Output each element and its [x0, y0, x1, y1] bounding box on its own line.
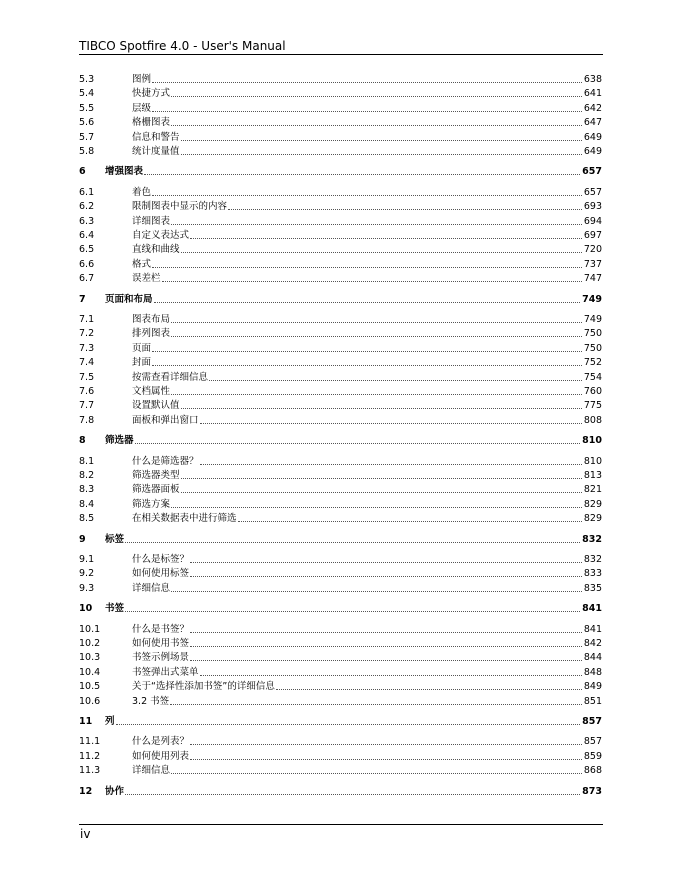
- toc-entry[interactable]: [79, 413, 602, 427]
- toc-dot-leader: [276, 688, 582, 690]
- toc-entry-title: 面板和弹出窗口: [132, 414, 199, 426]
- toc-dot-leader: [181, 139, 582, 141]
- toc-dot-leader: [125, 793, 580, 795]
- toc-entry-page: 851: [583, 695, 602, 707]
- toc-dot-leader: [171, 124, 582, 126]
- toc-entry-number: 5.5: [79, 102, 95, 114]
- toc-entry-number: 8.2: [79, 470, 95, 481]
- toc-entry-number: 5.3: [79, 74, 95, 85]
- toc-entry[interactable]: [79, 199, 602, 213]
- toc-entry-page: 873: [582, 785, 602, 797]
- toc-entry-number: 6: [79, 166, 86, 178]
- toc-entry-title: 图表布局: [132, 314, 171, 325]
- toc-entry[interactable]: [79, 552, 602, 566]
- toc-entry[interactable]: [79, 312, 602, 326]
- toc-entry-page: 752: [583, 357, 602, 369]
- toc-entry-page: 849: [583, 681, 602, 693]
- toc-entry-number: 6.2: [79, 201, 95, 213]
- toc-entry[interactable]: [79, 581, 602, 595]
- toc-entry-page: 754: [583, 371, 602, 383]
- toc-entry-title: 自定义表达式: [132, 230, 190, 241]
- toc-dot-leader: [171, 95, 582, 97]
- toc-entry-number: 5.7: [79, 131, 95, 143]
- toc-entry-number: 6.1: [79, 186, 95, 198]
- toc-entry-page: 810: [582, 435, 602, 447]
- toc-entry-number: 9.3: [79, 582, 95, 594]
- toc-entry-number: 8.5: [79, 513, 95, 525]
- toc-entry-title: 书签示例场景: [132, 652, 190, 664]
- toc-entry-number: 7.4: [79, 357, 95, 369]
- toc-dot-leader: [152, 364, 582, 366]
- toc-entry[interactable]: [79, 749, 602, 763]
- toc-dot-leader: [171, 506, 582, 508]
- toc-entry-number: 6.7: [79, 273, 95, 285]
- toc-entry[interactable]: [79, 185, 602, 199]
- toc-entry-number: 7.7: [79, 400, 95, 412]
- toc-entry[interactable]: [79, 228, 602, 242]
- toc-entry[interactable]: [79, 511, 602, 525]
- toc-entry-page: 832: [583, 554, 602, 565]
- toc-entry-page: 750: [583, 328, 602, 340]
- toc-entry-title: 书签弹出式菜单: [132, 666, 199, 678]
- toc-dot-leader: [171, 772, 582, 774]
- toc-entry-number: 11.3: [79, 765, 101, 777]
- toc-entry-title: 页面: [132, 342, 152, 354]
- toc-entry-page: 833: [583, 568, 602, 580]
- page-header: TIBCO Spotfire 4.0 - User's Manual: [79, 39, 286, 53]
- toc-entry-number: 7.3: [79, 342, 95, 354]
- toc-entry-page: 848: [583, 666, 602, 678]
- toc-dot-leader: [190, 659, 582, 661]
- toc-entry[interactable]: [79, 566, 602, 580]
- toc-entry-page: 649: [583, 131, 602, 143]
- toc-entry[interactable]: [79, 482, 602, 496]
- toc-entry-page: 749: [583, 314, 602, 325]
- toc-entry[interactable]: [79, 384, 602, 398]
- toc-entry[interactable]: [79, 101, 602, 115]
- toc-entry-title: 什么是书签？: [132, 623, 190, 635]
- toc-dot-leader: [171, 393, 582, 395]
- toc-entry-page: 747: [583, 273, 602, 285]
- toc-entry[interactable]: [79, 679, 602, 693]
- toc-dot-leader: [200, 674, 582, 676]
- toc-entry-page: 720: [583, 244, 602, 256]
- toc-entry-number: 12: [79, 785, 93, 797]
- toc-entry-number: 10.3: [79, 652, 101, 664]
- toc-entry-title: 文档属性: [132, 386, 171, 397]
- toc-entry-page: 829: [583, 513, 602, 525]
- toc-dot-leader: [144, 173, 580, 175]
- toc-entry-number: 5.6: [79, 117, 95, 129]
- toc-entry-number: 11: [79, 716, 93, 727]
- toc-entry-page: 868: [583, 765, 602, 777]
- toc-dot-leader: [152, 266, 582, 268]
- toc-dot-leader: [152, 350, 582, 352]
- toc-entry-title: 快捷方式: [132, 88, 171, 100]
- toc-entry[interactable]: [79, 636, 602, 650]
- toc-entry-title: 3.2 书签: [132, 695, 170, 707]
- toc-dot-leader: [200, 463, 582, 465]
- toc-entry-title: 如何使用书签: [132, 638, 190, 649]
- toc-entry-number: 8.1: [79, 455, 95, 467]
- toc-dot-leader: [171, 590, 582, 592]
- toc-entry-title: 统计度量值: [132, 146, 180, 157]
- toc-entry[interactable]: [79, 734, 602, 748]
- toc-entry-page: 844: [583, 652, 602, 664]
- toc-entry-title: 什么是标签？: [132, 554, 190, 565]
- toc-dot-leader: [181, 251, 582, 253]
- toc-entry-page: 821: [583, 484, 602, 496]
- toc-entry[interactable]: [79, 130, 602, 144]
- toc-entry-page: 842: [583, 638, 602, 649]
- toc-entry-number: 7.6: [79, 386, 95, 397]
- toc-entry-page: 829: [583, 498, 602, 510]
- toc-entry-title: 着色: [132, 186, 152, 198]
- toc-entry[interactable]: [79, 72, 602, 86]
- toc-dot-leader: [181, 491, 582, 493]
- toc-section-entry[interactable]: [79, 601, 602, 615]
- toc-entry-number: 9: [79, 533, 86, 545]
- toc-entry[interactable]: [79, 694, 602, 708]
- toc-dot-leader: [181, 477, 582, 479]
- toc-entry-number: 8: [79, 435, 86, 447]
- toc-entry-title: 格栅图表: [132, 117, 171, 129]
- toc-entry[interactable]: [79, 468, 602, 482]
- toc-entry-number: 8.4: [79, 498, 95, 510]
- toc-section-entry[interactable]: [79, 164, 602, 178]
- toc-entry-page: 832: [582, 533, 602, 545]
- toc-entry-page: 835: [583, 582, 602, 594]
- toc-entry-page: 647: [583, 117, 602, 129]
- toc-section-entry[interactable]: [79, 433, 602, 447]
- toc-entry-title: 按需查看详细信息: [132, 371, 209, 383]
- toc-entry-number: 9.2: [79, 568, 95, 580]
- toc-entry-number: 11.1: [79, 736, 101, 748]
- toc-dot-leader: [190, 758, 582, 760]
- toc-dot-leader: [152, 81, 582, 83]
- toc-dot-leader: [162, 280, 582, 282]
- toc-dot-leader: [209, 379, 582, 381]
- toc-entry-number: 6.4: [79, 230, 95, 241]
- toc-entry-title: 如何使用标签: [132, 568, 190, 580]
- toc-entry-number: 10.6: [79, 695, 101, 707]
- toc-entry-title: 限制图表中显示的内容: [132, 201, 228, 213]
- toc-dot-leader: [152, 110, 582, 112]
- toc-entry-title: 设置默认值: [132, 400, 180, 412]
- toc-entry-number: 10.2: [79, 638, 101, 649]
- toc-entry-page: 649: [583, 146, 602, 157]
- toc-entry-title: 如何使用列表: [132, 750, 190, 762]
- toc-entry-page: 694: [583, 215, 602, 227]
- toc-entry-number: 5.4: [79, 88, 95, 100]
- toc-entry-title: 什么是筛选器？: [132, 455, 199, 467]
- toc-section-entry[interactable]: [79, 714, 602, 728]
- toc-entry-title: 什么是列表？: [132, 736, 190, 748]
- toc-entry-number: 7.8: [79, 414, 95, 426]
- toc-entry[interactable]: [79, 326, 602, 340]
- toc-entry[interactable]: [79, 257, 602, 271]
- toc-dot-leader: [190, 645, 582, 647]
- toc-entry[interactable]: [79, 622, 602, 636]
- toc-entry-page: 775: [583, 400, 602, 412]
- toc-dot-leader: [171, 321, 582, 323]
- toc-entry-number: 6.5: [79, 244, 95, 256]
- toc-entry-title: 筛选器: [105, 435, 134, 447]
- toc-entry-number: 11.2: [79, 750, 101, 762]
- toc-dot-leader: [152, 194, 582, 196]
- toc-entry-number: 6.3: [79, 215, 95, 227]
- toc-dot-leader: [116, 723, 581, 725]
- toc-entry-number: 7.1: [79, 314, 95, 325]
- toc-entry-title: 筛选器面板: [132, 484, 180, 496]
- toc-entry-page: 808: [583, 414, 602, 426]
- toc-dot-leader: [171, 335, 582, 337]
- toc-entry-number: 10: [79, 603, 93, 615]
- toc-dot-leader: [200, 422, 582, 424]
- toc-dot-leader: [170, 703, 582, 705]
- toc-entry-title: 增强图表: [105, 166, 144, 178]
- toc-section-entry[interactable]: [79, 532, 602, 546]
- toc-dot-leader: [190, 575, 582, 577]
- toc-entry-page: 841: [582, 603, 602, 615]
- toc-entry[interactable]: [79, 242, 602, 256]
- toc-entry-title: 格式: [132, 258, 152, 270]
- toc-dot-leader: [125, 610, 580, 612]
- toc-dot-leader: [181, 407, 582, 409]
- toc-dot-leader: [190, 561, 582, 563]
- toc-entry[interactable]: [79, 214, 602, 228]
- toc-entry[interactable]: [79, 398, 602, 412]
- toc-entry[interactable]: [79, 341, 602, 355]
- toc-dot-leader: [190, 743, 582, 745]
- toc-entry-page: 638: [583, 74, 602, 85]
- toc-entry-number: 7: [79, 293, 86, 305]
- toc-entry-number: 10.1: [79, 623, 101, 635]
- toc-entry-title: 列: [105, 716, 115, 727]
- toc-dot-leader: [190, 631, 582, 633]
- toc-entry-page: 657: [582, 166, 602, 178]
- toc-entry-page: 749: [582, 293, 602, 305]
- toc-entry-page: 857: [582, 716, 602, 727]
- toc-entry-title: 关于“选择性添加书签”的详细信息: [132, 681, 275, 693]
- toc-entry[interactable]: [79, 271, 602, 285]
- toc-dot-leader: [190, 237, 582, 239]
- toc-dot-leader: [181, 153, 582, 155]
- toc-entry-title: 排列图表: [132, 328, 171, 340]
- toc-entry-title: 书签: [105, 603, 125, 615]
- toc-entry-title: 图例: [132, 74, 152, 85]
- toc-entry-page: 841: [583, 623, 602, 635]
- toc-dot-leader: [228, 208, 582, 210]
- toc-entry-title: 详细信息: [132, 765, 171, 777]
- toc-entry[interactable]: [79, 497, 602, 511]
- toc-entry[interactable]: [79, 115, 602, 129]
- footer-rule: [79, 824, 603, 825]
- toc-entry-title: 筛选器类型: [132, 470, 180, 481]
- header-rule: [79, 54, 603, 55]
- page-number: iv: [80, 827, 91, 841]
- toc-entry-page: 857: [583, 736, 602, 748]
- toc-entry-page: 810: [583, 455, 602, 467]
- toc-entry[interactable]: [79, 86, 602, 100]
- toc-dot-leader: [154, 301, 581, 303]
- toc-entry-page: 737: [583, 258, 602, 270]
- toc-entry[interactable]: [79, 370, 602, 384]
- toc-entry-number: 10.4: [79, 666, 101, 678]
- toc-entry-page: 693: [583, 201, 602, 213]
- toc-entry-number: 7.5: [79, 371, 95, 383]
- toc-entry-page: 641: [583, 88, 602, 100]
- toc-entry-page: 642: [583, 102, 602, 114]
- toc-entry-number: 10.5: [79, 681, 101, 693]
- toc-entry[interactable]: [79, 650, 602, 664]
- toc-dot-leader: [171, 223, 582, 225]
- toc-entry-title: 筛选方案: [132, 498, 171, 510]
- toc-section-entry[interactable]: [79, 784, 602, 798]
- toc-entry-number: 8.3: [79, 484, 95, 496]
- toc-dot-leader: [125, 541, 580, 543]
- toc-entry-page: 760: [583, 386, 602, 397]
- toc-entry[interactable]: [79, 144, 602, 158]
- toc-entry-number: 9.1: [79, 554, 95, 565]
- toc-entry-number: 7.2: [79, 328, 95, 340]
- toc-entry[interactable]: [79, 665, 602, 679]
- toc-entry-page: 657: [583, 186, 602, 198]
- toc-section-entry[interactable]: [79, 292, 602, 306]
- toc-entry-title: 层级: [132, 102, 152, 114]
- toc-dot-leader: [135, 442, 581, 444]
- toc-entry[interactable]: [79, 355, 602, 369]
- toc-entry-title: 标签: [105, 533, 125, 545]
- toc-entry-number: 5.8: [79, 146, 95, 157]
- toc-entry-title: 在相关数据表中进行筛选: [132, 513, 237, 525]
- toc-dot-leader: [238, 520, 582, 522]
- toc-entry-title: 详细信息: [132, 582, 171, 594]
- toc-entry-page: 750: [583, 342, 602, 354]
- toc-entry[interactable]: [79, 763, 602, 777]
- toc-entry-title: 协作: [105, 785, 125, 797]
- toc-entry-page: 859: [583, 750, 602, 762]
- toc-entry-title: 信息和警告: [132, 131, 180, 143]
- toc-entry[interactable]: [79, 454, 602, 468]
- toc-entry-title: 页面和布局: [105, 293, 153, 305]
- toc-entry-title: 详细图表: [132, 215, 171, 227]
- toc-entry-number: 6.6: [79, 258, 95, 270]
- toc-entry-title: 直线和曲线: [132, 244, 180, 256]
- toc-entry-title: 误差栏: [132, 273, 161, 285]
- toc-entry-page: 697: [583, 230, 602, 241]
- toc-entry-title: 封面: [132, 357, 152, 369]
- toc-entry-page: 813: [583, 470, 602, 481]
